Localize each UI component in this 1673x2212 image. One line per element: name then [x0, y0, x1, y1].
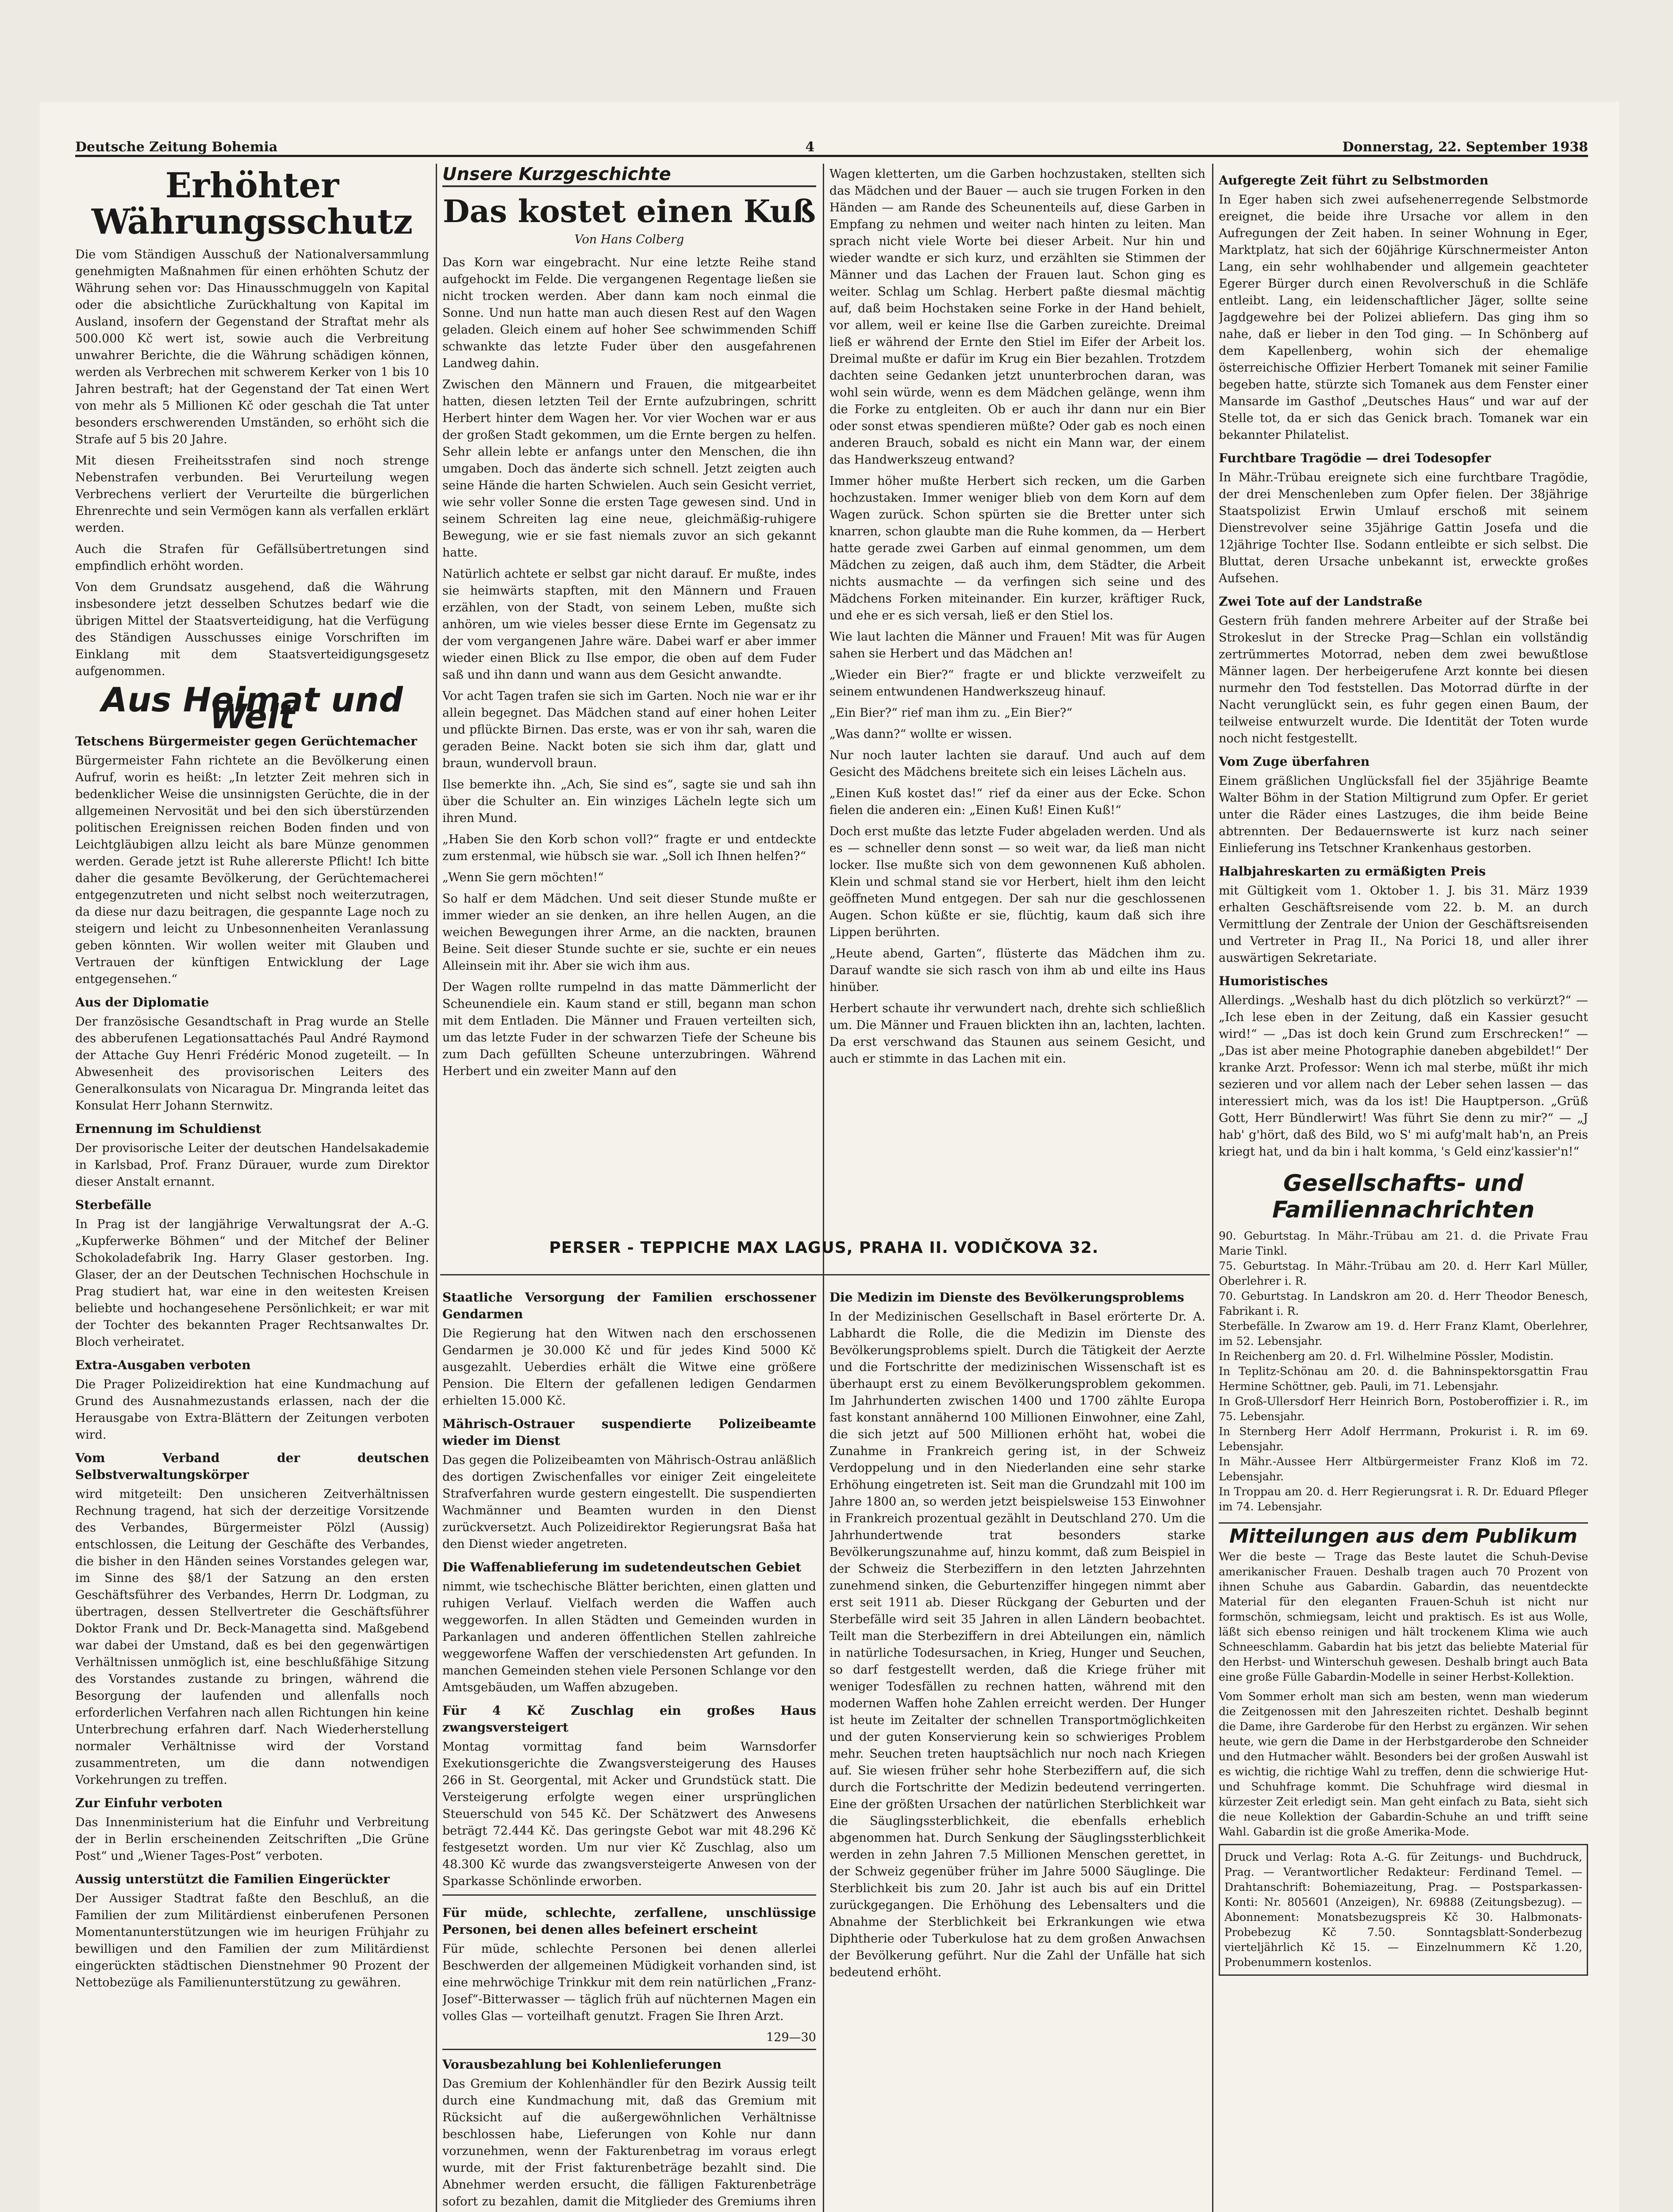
story-paragraph: Herbert schaute ihr verwundert nach, drehte sich schließlich um. Die Männer und Frauen blickten ihn an, lachten, lachten. Da erst verschwand das Staunen aus seinem Gesicht, und auch er stimmte in das Lachen mit ein. [829, 1002, 1205, 1066]
news-item-text: Bürgermeister Fahn richtete an die Bevölkerung einen Aufruf, worin es heißt: „In letzter Zeit mehren sich in bedenklicher Weise die unsinnigsten Gerüchte, die in der allgemeinen Nervosität und bei den sich überstürzenden politischen Ereignissen reichen Boden finden und von Leichtgläubigen allzu leicht als bare Münze genommen werden. Gerade jetzt ist Ruhe allererste Pflicht! Ich bitte daher die gesamte Bevölkerung, der Gerüchtemacherei entgegenzutreten und nicht selbst noch weiterzutragen, da diese nur dazu beitragen, die gespannte Lage noch zu steigern und leicht zu Unbesonnenheiten Veranlassung geben könnten. Wir wollen weiter mit Glauben und Vertrauen der künftigen Entwicklung der Lage entgegensehen.“ [75, 753, 429, 986]
news-item-heading: Vom Verband der deutschen Selbstverwaltungskörper [75, 1450, 429, 1482]
family-news-item: In Troppau am 20. d. Herr Regierungsrat i. R. Dr. Eduard Pfleger im 74. Lebensjahr. [1219, 1485, 1588, 1513]
news-item [75, 1121, 429, 1190]
public-notice-text: Vom Sommer erholt man sich am besten, wenn man wiederum die Zeitgenossen mit den Jahreszeiten richtet. Deshalb beginnt die Dame, ihre Garderobe für den Herbst zu ergänzen. Wir sehen heute, wie gern die Dame in der Herbstgarderobe den Schneider und den Hutmacher wählt. Besonders bei der großen Auswahl ist es wichtig, die richtige Wahl zu treffen, denn die schwierige Hut- und Schuhfrage kommt. Die Schuhfrage wird diesmal in kürzester Zeit erledigt sein. Man geht einfach zu Bata, sieht sich die neue Kollektion der Gabardin-Schuhe an und trifft seine Wahl. Gabardin ist die große Amerika-Mode. [1219, 1690, 1588, 1838]
news-item-text: Gestern früh fanden mehrere Arbeiter auf der Straße bei Strokeslut in der Strecke Prag—Schlan ein vollständig zertrümmertes Motorrad, neben dem zwei bewußtlose Männer lagen. Der herbeigerufene Arzt konnte bei diesen nurmehr den Tod feststellen. Das Motorrad dürfte in der Nacht verunglückt sein, es fuhr gegen einen Baum, der teilweise entwurzelt wurde. Die Identität der Toten wurde noch nicht festgestellt. [1219, 614, 1588, 745]
issue-date: Donnerstag, 22. September 1938 [1342, 139, 1588, 155]
publisher-imprint: Druck und Verlag: Rota A.-G. für Zeitungs- und Buchdruck, Prag. — Verantwortlicher Redakteur: Ferdinand Temel. — Drahtanschrift: Bohemiazeitung, Prag. — Postsparkassen-Konti: Nr. 805601 (Anzeigen), Nr. 69888 (Zeitungsbezug). — Abonnement: Monatsbezugspreis Kč 30. Halbmonats-Probebezug Kč 7.50. Sonntagsblatt-Sonderbezug vierteljährlich Kč 15. — Einzelnummern Kč 1.20, Probenummern kostenlos. [1219, 1844, 1588, 1976]
news-item-text: Allerdings. „Weshalb hast du dich plötzlich so verkürzt?“ — „Ich lese eben in der Zeitung, daß ein Kassier gesucht wird!“ — „Das ist doch kein Grund zum Erschrecken!“ — „Das ist aber meine Photographie daneben abgebildet!“ Der kranke Arzt. Professor: Wenn ich mal sterbe, müßt ihr mich sezieren und vor allem nach der Leber sehen lassen — das interessiert mich, was da los ist! Die Hauptperson. „Grüß Gott, Herr Bündlerwirt! Was führt Sie denn zu mir?“ — „J hab' g'hört, daß des Bild, wo S' mi aufg'malt hab'n, an Preis kriegt hat, und da bin i halt komma, 's Geld einz'kassier'n!“ [1219, 994, 1588, 1159]
public-notices-heading: Mitteilungen aus dem Publikum [1219, 1522, 1588, 1545]
news-item-text: In Eger haben sich zwei aufsehenerregende Selbstmorde ereignet, die beide ihre Ursache vor allem in den Aufregungen der Zeit haben. In seiner Wohnung in Eger, Marktplatz, hat sich der 60jährige Kürschnermeister Anton Lang, ein sehr wohlhabender und allgemein geachteter Egerer Bürger durch einen Revolverschuß in die Schläfe entleibt. Lang, ein leidenschaftlicher Jäger, sollte seine Jagdgewehre bei der Polizei abliefern. Das ging ihm so nahe, daß er lieber in den Tod ging. — In Schönberg auf dem Kapellenberg, wohin sich der ehemalige österreichische Offizier Herbert Tomanek mit seiner Familie begeben hatte, stürzte sich Tomanek aus dem Fenster einer Mansarde im Gasthof „Deutsches Haus“ und war auf der Stelle tot, da er sich das Genick brach. Tomanek war ein bekannter Philatelist. [1219, 193, 1588, 442]
story-paragraph: „Einen Kuß kostet das!“ rief da einer aus der Ecke. Schon fielen die anderen ein: „Einen Kuß! Einen Kuß!“ [829, 787, 1205, 817]
family-news-item: In Reichenberg am 20. d. Frl. Wilhelmine Pössler, Modistin. [1219, 1350, 1554, 1363]
news-item-heading: Aufgeregte Zeit führt zu Selbstmorden [1219, 173, 1489, 188]
column-rule [436, 164, 437, 2212]
family-news-item: 70. Geburtstag. In Landskron am 20. d. Herr Theodor Benesch, Fabrikant i. R. [1219, 1290, 1588, 1317]
news-item-heading: Aus der Diplomatie [75, 995, 209, 1010]
news-item-text: In Mähr.-Trübau ereignete sich eine furchtbare Tragödie, der drei Menschenleben zum Opfer fielen. Der 38jährige Staatspolizist Erwin Umlauf erschoß mit seinem Dienstrevolver seine 35jährige Gattin Josefa und die 12jährige Tochter Ilse. Sodann entleibte er sich selbst. Die Bluttat, deren Ursache unbekannt ist, erweckte großes Aufsehen. [1219, 471, 1588, 585]
news-item-text: Der provisorische Leiter der deutschen Handelsakademie in Karlsbad, Prof. Franz Dürauer, wurde zum Direktor dieser Anstalt ernannt. [75, 1141, 429, 1189]
article-paragraph: Auch die Strafen für Gefällsübertretungen sind empfindlich erhöht worden. [75, 542, 429, 573]
news-item-text: Der Aussiger Stadtrat faßte den Beschluß, an die Familien der zum Militärdienst einberufenen Personen Momentanunterstützungen wie im heurigen Frühjahr zu bewilligen und den Familien der zum Militärdienst eingerückten städtischen Dienstnehmer 90 Prozent der Nettobezüge als Familienunterstützung zu gewähren. [75, 1891, 429, 1989]
paper-name: Deutsche Zeitung Bohemia [75, 139, 278, 155]
family-news-item: In Mähr.-Aussee Herr Altbürgermeister Franz Kloß im 72. Lebensjahr. [1219, 1455, 1588, 1483]
news-item [75, 1197, 429, 1351]
news-item [75, 1795, 429, 1865]
news-item-text: Das Gremium der Kohlenhändler für den Bezirk Aussig teilt durch eine Kundmachung mit, daß das Gremium mit Rücksicht auf die außergewöhnlichen Verhältnisse beschlossen habe, Lieferungen von Kohle nur dann vorzunehmen, wenn der Fakturenbetrag im voraus erlegt wurde, mit der Frist fakturenbeträge bezahlt sind. Die Abnehmer werden ersucht, die fälligen Fakturenbeträge sofort zu bezahlen, damit die Mitglieder des Gremiums ihren [442, 2077, 816, 2208]
family-news-item: In Sternberg Herr Adolf Herrmann, Prokurist i. R. im 69. Lebensjahr. [1219, 1425, 1588, 1453]
story-section-tag: Unsere Kurzgeschichte [442, 166, 816, 187]
story-title: Das kostet einen Kuß [442, 193, 816, 230]
story-paragraph: Ilse bemerkte ihn. „Ach, Sie sind es“, sagte sie und sah ihn über die Schulter an. Ein winziges Lächeln legte sich um ihren Mund. [442, 777, 816, 825]
story-paragraph: Das Korn war eingebracht. Nur eine letzte Reihe stand aufgehockt im Felde. Die vergangenen Regentage ließen sie nicht trocken werden. Aber dann kam noch einmal die Sonne. Und nun hatte man auch diesen Rest auf den Wagen geladen. Gleich einem auf hoher See schwimmenden Schiff schwankte das letzte Fuder über den ausgefahrenen Landweg dahin. [442, 255, 816, 370]
news-item-text: In Prag ist der langjährige Verwaltungsrat der A.-G. „Kupferwerke Böhmen“ und der Mitchef der Beliner Schokoladefabrik Ing. Harry Glaser gestorben. Ing. Glaser, der an der Deutschen Technischen Hochschule in Prag studiert hat, war eine in den weitesten Kreisen beliebte und hochangesehene Persönlichkeit; er war mit der Tochter des bekannten Prager Rechtsanwaltes Dr. Bloch verheiratet. [75, 1217, 429, 1349]
news-item-text: Die Regierung hat den Witwen nach den erschossenen Gendarmen je 30.000 Kč und für jedes Kind 5000 Kč ausgezahlt. Ueberdies erhält die Witwe eine größere Pension. Die Eltern der gefallenen ledigen Gendarmen erhielten 15.000 Kč. [442, 1327, 816, 1408]
news-item [75, 1871, 429, 1991]
family-news-item: In Teplitz-Schönau am 20. d. die Bahninspektorsgattin Frau Hermine Schöttner, geb. Pauli, im 71. Lebensjahr. [1219, 1365, 1588, 1393]
news-item-heading: Staatliche Versorgung der Familien erschossener Gendarmen [442, 1290, 816, 1321]
news-item-heading: Aussig unterstützt die Familien Eingerückter [75, 1871, 390, 1886]
story-paragraph: Wagen kletterten, um die Garben hochzustaken, stellten sich das Mädchen und der Bauer — auch sie trugen Forken in den Händen — am Rande des Scheunenteils auf, diese Garben in Empfang zu nehmen und weiter nach hinten zu leiten. Man sprach nicht viele Worte bei dieser Arbeit. Nur hin und wieder wandte er sich kurz, und erzählten sie Stimmen der Männer und das Lachen der Frauen laut. Schon ging es weiter. Schlag um Schlag. Herbert paßte diesmal mächtig auf, daß beim Hochstaken seine Forke in der Hand behielt, vor allem, weil er keine Ilse die Garben zureichte. Dreimal ließ er während der Ernte den Stiel im Eifer der Arbeit los. Dreimal mußte er dafür im Krug ein Bier bezahlen. Trotzdem dachten seine Gedanken jetzt ununterbrochen daran, was wohl sein würde, wenn es dem Mädchen gelänge, wenn ihm die Forke zu entgleiten. Ob er auch ihr dann nur ein Bier oder sonst etwas spendieren müßte? Oder gab es noch einen anderen Brauch, sobald es nicht ein Mann war, der einem das Handwerkszeug entwand? [829, 167, 1205, 467]
family-news-item: 75. Geburtstag. In Mähr.-Trübau am 20. d. Herr Karl Müller, Oberlehrer i. R. [1219, 1260, 1588, 1287]
bitterwasser-advertisement [442, 1894, 816, 2050]
story-paragraph: „Was dann?“ wollte er wissen. [829, 727, 1012, 741]
story-paragraph: „Haben Sie den Korb schon voll?“ fragte er und entdeckte zum erstenmal, wie hübsch sie war. „Soll ich Ihnen helfen?“ [442, 832, 816, 863]
news-item-heading: Furchtbare Tragödie — drei Todesopfer [1219, 451, 1491, 465]
article-paragraph: Von dem Grundsatz ausgehend, daß die Währung insbesondere jetzt desselben Schutzes bedarf wie die übrigen Mittel der Staatsverteidigung, hat die Verfügung des Ständigen Ausschusses einige Vorschriften im Einklang mit dem Staatsverteidigungsgesetz aufgenommen. [75, 580, 429, 678]
story-paragraph: Nur noch lauter lachten sie darauf. Und auch auf dem Gesicht des Mädchens breitete sich ein leises Lächeln aus. [829, 749, 1205, 779]
news-item [75, 1450, 429, 1789]
news-item-text: Einem gräßlichen Unglücksfall fiel der 35jährige Beamte Walter Böhm in der Station Miltigrund zum Opfer. Er geriet unter die Räder eines Lastzuges, die ihm beide Beine abtrennten. Der Bedauernswerte ist kurz nach seiner Einlieferung ins Tetschner Krankenhaus gestorben. [1219, 774, 1588, 855]
story-paragraph: „Ein Bier?“ rief man ihm zu. „Ein Bier?“ [829, 706, 1073, 720]
family-news-item: Sterbefälle. In Zwarow am 19. d. Herr Franz Klamt, Oberlehrer, im 52. Lebensjahr. [1219, 1320, 1588, 1348]
news-item-heading: Zwei Tote auf der Landstraße [1219, 594, 1423, 609]
column-2-news [442, 1283, 816, 2212]
news-item-heading: Humoristisches [1219, 974, 1328, 988]
story-byline: Von Hans Colberg [574, 232, 684, 246]
news-item-text: In der Medizinischen Gesellschaft in Basel erörterte Dr. A. Labhardt die Rolle, die die Medizin im Dienste des Bevölkerungsproblems spielt. Durch die Tätigkeit der Aerzte und die Fortschritte der medizinischen Wissenschaft ist es überhaupt erst zu einem Bevölkerungsproblem gekommen. Im Jahrhunderten zwischen 1400 und 1700 zählte Europa fast konstant annähernd 100 Millionen Einwohner, eine Zahl, die sich jetzt auf 500 Millionen erhöht hat, wobei die Zunahme in Frankreich gering ist, in der Schweiz Verdoppelung und in den Niederlanden eine sehr starke Erhöhung eingetreten ist. Seit man die Grundzahl mit 100 im Jahre 1800 an, so werden jetzt beispielsweise 153 Einwohner in Frankreich prozentual gezählt in Deutschland 270. Um die Jahrhundertwende trat besonders starke Bevölkerungszunahme auf, hinzu kommt, daß zum Beispiel in der Schweiz die Sterbeziffern in den letzten Jahrzehnten zunehmend sinken, die Geburtenziffer hingegen nimmt aber erst seit 1911 ab. Dieser Rückgang der Geburten und der Sterbefälle wird seit 35 Jahren in allen Ländern beobachtet. Teilt man die Sterbeziffern in drei Abteilungen ein, nämlich in natürliche Todesursachen, in Krieg, Hunger und Seuchen, so darf festgestellt werden, daß die Kriege früher mit weniger Todesfällen zu rechnen hatten, während mit den modernen Waffen hohe Zahlen erreicht werden. Der Hunger ist heute im Zeitalter der schnellen Transportmöglichkeiten und der guten Konservierung kein so schwieriges Problem mehr. Seuchen treten hauptsächlich nur noch nach Kriegen auf. Sie wiesen früher sehr hohe Sterbeziffern auf, die sich durch die Fortschritte der Medizin bedeutend verringerten. Eine der größten Ursachen der natürlichen Sterblichkeit war die Säuglingssterblichkeit, die ebenfalls erheblich abgenommen hat. Durch Senkung der Säuglingssterblichkeit werden in zehn Jahren 7.5 Millionen Menschen gerettet, in der Schweiz gegenüber früher im Jahre 5000 Säuglinge. Die Sterblichkeit bis zum 20. Jahr ist auch bis auf ein Drittel zurückgegangen. Die Erhöhung des Lebensalters und die Abnahme der Sterblichkeit bei Erkrankungen wie etwa Diphtherie oder Tuberkulose hat zu dem großen Anwachsen der Bevölkerung geführt. Nur die Zahl der Unfälle hat sich bedeutend erhöht. [829, 1310, 1205, 1979]
news-item-text: nimmt, wie tschechische Blätter berichten, einen glatten und ruhigen Verlauf. Vielfach werden die Waffen auch weggeworfen. In allen Städten und Gemeinden wurden in Parkanlagen und anderen öffentlichen Stellen zahlreiche weggeworfene Waffen der verschiedensten Art gefunden. In manchen Gemeinden stehen viele Personen Schlange vor den Amtsgebäuden, um Waffen abzugeben. [442, 1580, 816, 1694]
news-item-heading: Ernennung im Schuldienst [75, 1121, 261, 1136]
news-item-heading: Für 4 Kč Zuschlag ein großes Haus zwangsversteigert [442, 1703, 816, 1735]
headline-waehrungsschutz: Erhöhter Währungsschutz [91, 166, 413, 242]
story-paragraph: So half er dem Mädchen. Und seit dieser Stunde mußte er immer wieder an sie denken, an ihre hellen Augen, an die weichen Bewegungen ihrer Arme, an die nackten, braunen Beine. Seit dieser Stunde suchte er sie, suchte er ein neues Alleinsein mit ihr. Aber sie wich ihm aus. [442, 891, 816, 973]
news-item-text: Die Prager Polizeidirektion hat eine Kundmachung auf Grund des Ausnahmezustands erlassen, nach der die Herausgabe von Extra-Blättern der Zeitungen verboten wird. [75, 1377, 429, 1442]
story-paragraph: „Heute abend, Garten“, flüsterte das Mädchen ihm zu. Darauf wandte sie sich rasch von ihm ab und eilte ins Haus hinüber. [829, 947, 1205, 994]
carpet-advertisement: PERSER - TEPPICHE MAX LAGUS, PRAHA II. VODIČKOVA 32. [549, 1239, 1099, 1257]
news-item-heading: Die Waffenablieferung im sudetendeutschen Gebiet [442, 1560, 802, 1575]
ad-heading: Für müde, schlechte, zerfallene, unschlüssige Personen, bei denen alles befeinert erscheint [442, 1905, 816, 1937]
family-news-item: 90. Geburtstag. In Mähr.-Trübau am 21. d. die Private Frau Marie Tinkl. [1219, 1229, 1588, 1257]
news-item [75, 994, 429, 1114]
section-rule [440, 1274, 1210, 1275]
public-notice-text: Wer die beste — Trage das Beste lautet die Schuh-Devise amerikanischer Frauen. Deshalb tragen auch 70 Prozent von ihnen Schuhe aus Gabardin. Gabardin, das neuentdeckte Material für den eleganten Frauen-Schuh ist nicht nur formschön, schmiegsam, leicht und praktisch. Es ist aus Wolle, läßt sich ebenso reinigen und hält trockenem Klima wie auch Schneeschlamm. Gabardin hat bis jetzt das beliebte Material für den Herbst- und Winterschuh gewesen. Deshalb bringt auch Bata eine große Fülle Gabardin-Modelle in seiner Herbst-Kollektion. [1219, 1550, 1588, 1683]
news-item-heading: Halbjahreskarten zu ermäßigten Preis [1219, 864, 1486, 879]
story-paragraph: Zwischen den Männern und Frauen, die mitgearbeitet hatten, diesen letzten Teil der Ernte aufzubringen, schritt Herbert hinter dem Wagen her. Vor vier Wochen war er aus der großen Stadt gekommen, um die Ernte bergen zu helfen. Sehr allein lebte er anfangs unter den Menschen, die ihn umgaben. Doch das änderte sich schnell. Jetzt zeigten auch seine Hände die harten Schwielen. Auch sein Gesicht verriet, wie sehr voller Sonne die ersten Tage gewesen sind. Und in seinem Schreiten lag eine neue, gleichmäßig-ruhigere Bewegung, wie er sie fast niemals zuvor an sich gekannt hatte. [442, 377, 816, 560]
story-paragraph: Wie laut lachten die Männer und Frauen! Mit was für Augen sahen sie Herbert und das Mädchen an! [829, 630, 1205, 661]
news-item-text: wird mitgeteilt: Den unsicheren Zeitverhältnissen Rechnung tragend, hat sich der derzeitige Vorsitzende des Verbandes, Bürgermeister Pölzl (Aussig) entschlossen, die Leitung der Geschäfte des Verbandes, die bisher in den Händen seines Vorstandes gelegen war, im Sinne des §8/1 der Satzung an den ersten Geschäftsführer des Verbandes, Herrn Dr. Lodgman, zu übertragen, dessen Stellvertreter die Geschäftsführer Doktor Frank und Dr. Beck-Managetta sind. Maßgebend war dabei der Umstand, daß es bei den gegenwärtigen Verhältnissen unmöglich ist, eine beschlußfähige Sitzung des Vorstandes zustande zu bringen, während die Besorgung der laufenden und allenfalls noch erforderlichen Verfahren nach allen Richtungen hin keine Unterbrechung erfahren darf. Nach Wiederherstellung normaler Verhältnisse wird der Vorstand zusammentreten, um die dann notwendigen Vorkehrungen zu treffen. [75, 1487, 429, 1787]
column-3-news [829, 1283, 1205, 2212]
column-rule [1212, 164, 1213, 2212]
family-news-list [1219, 1229, 1588, 1514]
story-paragraph: Immer höher mußte Herbert sich recken, um die Garben hochzustaken. Immer weniger blieb von dem Korn auf dem Wagen zurück. Schon spürten sie die Bretter unter sich knarren, schon glaubte man die Ruhe kommen, da — Herbert hatte gerade zwei Garben auf einmal genommen, um dem Mädchen zu zeigen, daß auch ihm, dem Städter, die Arbeit nichts ausmachte — da verfingen sich seine und des Mädchens Forken miteinander. Ein kurzer, kräftiger Ruck, und ehe er es sich versah, ließ er den Stiel los. [829, 474, 1205, 622]
story-paragraph: Der Wagen rollte rumpelnd in das matte Dämmerlicht der Scheunendiele ein. Kaum stand er still, begann man schon mit dem Entladen. Die Männer und Frauen verteilten sich, um das letzte Fuder in der schwarzen Tiefe der Scheune bis zum Dach gefüllten Scheune unterzubringen. Während Herbert und ein zweiter Mann auf den [442, 980, 816, 1078]
news-item-heading: Extra-Ausgaben verboten [75, 1357, 251, 1372]
news-item [75, 733, 429, 988]
story-paragraph: Vor acht Tagen trafen sie sich im Garten. Noch nie war er ihr allein begegnet. Das Mädchen stand auf einer hohen Leiter und pflückte Birnen. Das erste, was er von ihr sah, waren die geraden Beine. Nackt boten sie sich ihm dar, glatt und braun, wundervoll braun. [442, 689, 816, 770]
news-item-heading: Zur Einfuhr verboten [75, 1795, 223, 1810]
news-item-heading: Tetschens Bürgermeister gegen Gerüchtemacher [75, 733, 417, 749]
article-paragraph: Mit diesen Freiheitsstrafen sind noch strenge Nebenstrafen verbunden. Bei Verurteilung wegen Verbrechens verliert der Verurteilte die bürgerlichen Ehrenrechte und sein Vermögen kann als verfallen erklärt werden. [75, 453, 429, 535]
ad-code: 129—30 [766, 2031, 816, 2044]
story-paragraph: Doch erst mußte das letzte Fuder abgeladen werden. Und als es — schneller denn sonst — so weit war, da ließ man nicht locker. Ilse mußte sich von dem gewonnenen Kuß abholen. Klein und schmal stand sie vor Herbert, hielt ihm den leicht geöffneten Mund entgegen. Der sah nur die geschlossenen Augen. Schon küßte er sie, flüchtig, kaum daß sich ihre Lippen berührten. [829, 825, 1205, 939]
story-paragraph: „Wieder ein Bier?“ fragte er und blickte verzweifelt zu seinem entwundenen Handwerkszeug hinauf. [829, 668, 1205, 699]
family-news-item: In Groß-Ullersdorf Herr Heinrich Born, Postoberoffizier i. R., im 75. Lebensjahr. [1219, 1395, 1588, 1423]
news-item-text: Das gegen die Polizeibeamten von Mährisch-Ostrau anläßlich des dortigen Zwischenfalles vor einiger Zeit eingeleitete Strafverfahren wurde gestern eingestellt. Die suspendierten Wachmänner und Beamten wurden in den Dienst zurückversetzt. Auch Polizeidirektor Regierungsrat Baša hat den Dienst wieder angetreten. [442, 1453, 816, 1551]
column-4 [1219, 166, 1588, 2212]
story-paragraph: „Wenn Sie gern möchten!“ [442, 870, 604, 884]
news-item-heading: Sterbefälle [75, 1197, 152, 1212]
news-item-heading: Mährisch-Ostrauer suspendierte Polizeibeamte wieder im Dienst [442, 1417, 816, 1448]
page-number: 4 [805, 139, 815, 155]
column-3-story [829, 166, 1205, 1228]
news-item-heading: Vom Zuge überfahren [1219, 754, 1370, 769]
family-news-heading: Gesellschafts- und Familiennachrichten [1272, 1170, 1535, 1223]
news-item-text: mit Gültigkeit vom 1. Oktober 1. J. bis 31. März 1939 erhalten Geschäftsreisende vom 22. b. M. an durch Vermittlung der Zentrale der Union der Geschäftsreisenden und Vertreter in Prag II., Na Porici 18, und aller ihrer auswärtigen Sekretariate. [1219, 884, 1588, 965]
news-item-heading: Vorausbezahlung bei Kohlenlieferungen [442, 2057, 721, 2072]
story-paragraph: Natürlich achtete er selbst gar nicht darauf. Er mußte, indes sie heimwärts stapften, mit den Männern und Frauen erzählen, von der Stadt, von seinem Leben, mußte sich anhören, um wie vieles besser diese Ernte im Gegensatz zu der vom vergangenen Jahre wäre. Dabei warf er aber immer wieder einen Blick zu Ilse empor, die oben auf dem Fuder saß und ihn dann und wann aus dem Gesicht anwandte. [442, 567, 816, 682]
ad-text: Für müde, schlechte Personen bei denen allerlei Beschwerden der allgemeinen Müdigkeit vorhanden sind, ist eine mehrwöchige Trinkkur mit dem rein natürlichen „Franz-Josef“-Bitterwasser — täglich früh auf nüchternen Magen ein volles Glas — vorteilhaft genutzt. Fragen Sie Ihren Arzt. [442, 1942, 816, 2023]
section-heading-heimat-welt: Aus Heimat und Welt [101, 680, 403, 736]
news-item [75, 1357, 429, 1444]
news-item-text: Der französische Gesandtschaft in Prag wurde an Stelle des abberufenen Legationsattachés Paul André Raymond der Attache Guy Henri Frédéric Monod zugeteilt. — In Abwesenheit des provisorischen Leiters des Generalkonsulats von Nicaragua Dr. Mingranda leitet das Konsulat Herr Johann Sternwitz. [75, 1014, 429, 1113]
news-item-heading: Die Medizin im Dienste des Bevölkerungsproblems [829, 1290, 1184, 1305]
column-2-story [442, 166, 816, 1228]
news-item-text: Das Innenministerium hat die Einfuhr und Verbreitung der in Berlin erscheinenden Zeitschriften „Die Grüne Post“ und „Wiener Tages-Post“ verboten. [75, 1815, 429, 1863]
column-rule [823, 164, 824, 2212]
column-1 [75, 166, 429, 2212]
masthead [75, 128, 1588, 157]
article-paragraph: Die vom Ständigen Ausschuß der Nationalversammlung genehmigten Maßnahmen für einen erhöhten Schutz der Währung sehen vor: Das Hinausschmuggeln von Kapital oder die absichtliche Zurückhaltung von Kapital im Ausland, insofern der Gegenstand der Straftat mehr als 500.000 Kč wert ist, sowie auch die Verbreitung unwahrer Berichte, die die Währung schädigen können, werden als Verbrechen mit schwerem Kerker von 1 bis 10 Jahren bestraft; hat der Gegenstand der Tat einen Wert von mehr als 5 Millionen Kč oder geschah die Tat unter besonders erschwerenden Umständen, so erhöht sich die Strafe auf 5 bis 20 Jahre. [75, 247, 429, 446]
news-item-text: Montag vormittag fand beim Warnsdorfer Exekutionsgerichte die Zwangsversteigerung des Hauses 266 in St. Georgental, mit Acker und Grundstück statt. Die Versteigerung erfolgte wegen einer ursprünglichen Steuerschuld von 545 Kč. Der Schätzwert des Anwesens beträgt 72.444 Kč. Das geringste Gebot war mit 48.296 Kč festgesetzt worden. Um nur vier Kč Zuschlag, also um 48.300 Kč wurde das zwangsversteigerte Anwesen von der Sparkasse Schönlinde erworben. [442, 1740, 816, 1888]
